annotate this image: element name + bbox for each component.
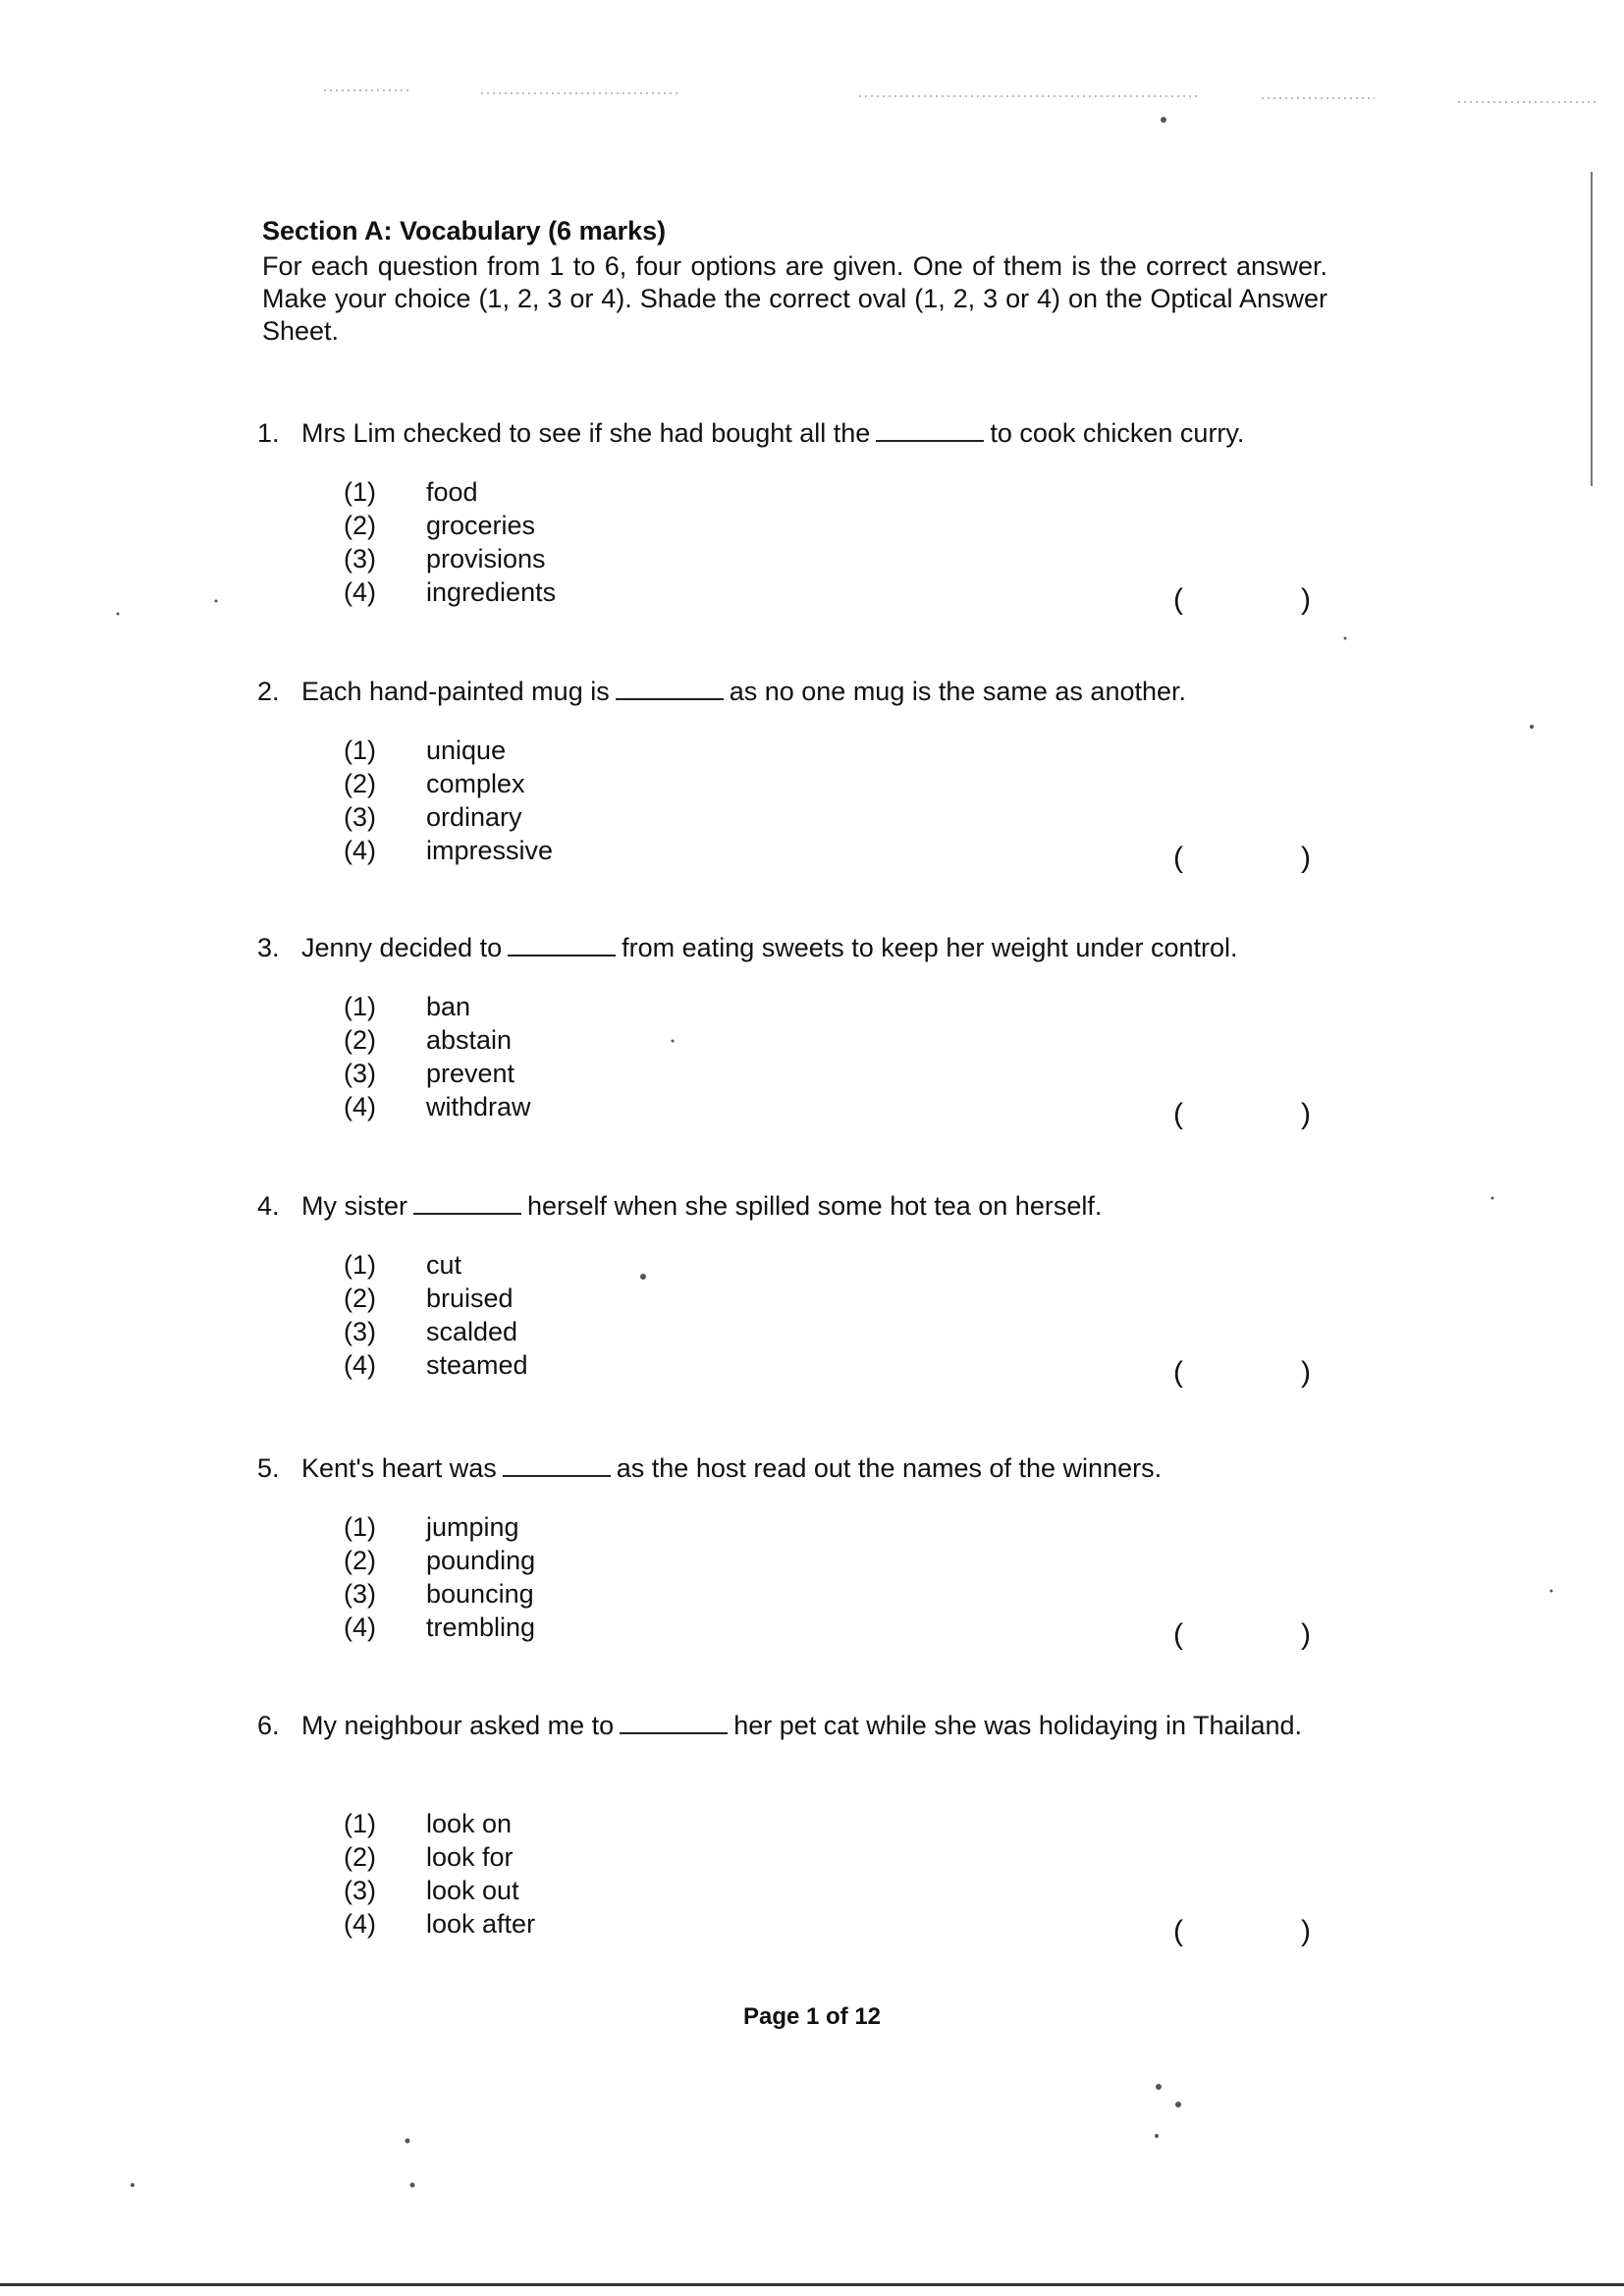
option-2 xyxy=(344,1840,535,1874)
answer-blank xyxy=(616,677,724,700)
answer-blank xyxy=(503,1453,611,1477)
option-list xyxy=(344,990,531,1123)
bracket-close: ) xyxy=(1301,1915,1311,1947)
option-4 xyxy=(344,1611,535,1644)
answer-blank xyxy=(413,1191,521,1215)
option-text: bouncing xyxy=(426,1579,534,1609)
option-text: groceries xyxy=(426,511,536,540)
bracket-close: ) xyxy=(1301,1618,1311,1651)
option-number: (3) xyxy=(344,544,376,574)
option-number: (4) xyxy=(344,1092,376,1121)
option-number: (1) xyxy=(344,736,376,765)
option-text: provisions xyxy=(426,544,546,574)
option-number: (4) xyxy=(344,1613,376,1642)
question-number: 1. xyxy=(257,418,280,448)
question-stem xyxy=(257,675,1337,708)
bracket-open: ( xyxy=(1173,842,1183,874)
option-text: look on xyxy=(426,1809,513,1838)
option-number: (3) xyxy=(344,1317,376,1346)
answer-blank xyxy=(508,933,616,957)
answer-bracket[interactable] xyxy=(1173,1098,1311,1131)
option-text: trembling xyxy=(426,1613,536,1642)
option-text: look after xyxy=(426,1909,536,1939)
question-text-after: to cook chicken curry. xyxy=(990,418,1245,448)
question-2 xyxy=(257,675,1337,874)
option-4 xyxy=(344,1348,528,1382)
option-number: (4) xyxy=(344,577,376,607)
option-3 xyxy=(344,1577,535,1611)
option-number: (4) xyxy=(344,1909,376,1939)
answer-bracket[interactable] xyxy=(1173,1356,1311,1390)
option-4 xyxy=(344,1907,535,1941)
option-number: (4) xyxy=(344,1350,376,1380)
option-number: (1) xyxy=(344,1809,376,1838)
option-text: impressive xyxy=(426,836,554,865)
bracket-close: ) xyxy=(1301,1356,1311,1389)
question-text-after: as no one mug is the same as another. xyxy=(729,677,1187,706)
option-1 xyxy=(344,990,531,1023)
option-text: ordinary xyxy=(426,802,522,832)
option-1 xyxy=(344,475,556,509)
question-number: 4. xyxy=(257,1191,280,1221)
section-heading: Section A: Vocabulary (6 marks) xyxy=(262,216,667,246)
question-text-before: Kent's heart was xyxy=(301,1453,497,1483)
question-text-after: from eating sweets to keep her weight under control. xyxy=(622,933,1238,962)
question-1 xyxy=(257,416,1337,616)
question-text xyxy=(301,1451,1337,1485)
answer-blank xyxy=(620,1711,728,1734)
section-instructions: For each question from 1 to 6, four options are given. One of them is the correct answer. Make your choice (1, 2, 3 or 4). Shade the correct oval (1, 2, 3 or 4) on the Optical Answer Sheet. xyxy=(262,251,1327,346)
option-number: (2) xyxy=(344,1546,376,1575)
question-text-before: Each hand-painted mug is xyxy=(301,677,610,706)
option-1 xyxy=(344,1807,535,1840)
question-4 xyxy=(257,1189,1337,1389)
option-4 xyxy=(344,834,553,867)
option-4 xyxy=(344,1090,531,1123)
question-stem xyxy=(257,416,1337,450)
option-text: ban xyxy=(426,992,471,1021)
bottom-edge-line xyxy=(0,2283,1624,2286)
question-text-before: Mrs Lim checked to see if she had bought all the xyxy=(301,418,871,448)
bracket-open: ( xyxy=(1173,1356,1183,1389)
option-text: prevent xyxy=(426,1059,515,1088)
question-number: 5. xyxy=(257,1453,280,1483)
question-text-before: My neighbour asked me to xyxy=(301,1711,615,1740)
option-text: complex xyxy=(426,769,525,798)
option-number: (2) xyxy=(344,1284,376,1313)
option-number: (1) xyxy=(344,992,376,1021)
option-text: jumping xyxy=(426,1512,519,1542)
bracket-open: ( xyxy=(1173,1618,1183,1651)
option-number: (1) xyxy=(344,477,376,507)
answer-blank xyxy=(876,418,984,442)
option-number: (2) xyxy=(344,769,376,798)
question-text xyxy=(301,1709,1337,1742)
answer-bracket[interactable] xyxy=(1173,1915,1311,1948)
page-number: Page 1 of 12 xyxy=(742,2003,882,2030)
option-1 xyxy=(344,1510,535,1544)
question-text-before: Jenny decided to xyxy=(301,933,503,962)
option-3 xyxy=(344,1874,535,1907)
question-text xyxy=(301,931,1337,964)
question-number: 6. xyxy=(257,1711,280,1740)
bracket-close: ) xyxy=(1301,842,1311,874)
option-list xyxy=(344,1807,535,1941)
option-text: scalded xyxy=(426,1317,518,1346)
option-number: (1) xyxy=(344,1512,376,1542)
option-list xyxy=(344,475,556,609)
option-2 xyxy=(344,509,556,542)
option-text: steamed xyxy=(426,1350,528,1380)
option-number: (3) xyxy=(344,1059,376,1088)
option-3 xyxy=(344,800,553,834)
option-number: (2) xyxy=(344,511,376,540)
option-text: pounding xyxy=(426,1546,536,1575)
bracket-open: ( xyxy=(1173,1098,1183,1130)
option-number: (2) xyxy=(344,1842,376,1872)
question-stem xyxy=(257,1709,1337,1742)
question-text-after: as the host read out the names of the winners. xyxy=(616,1453,1163,1483)
option-2 xyxy=(344,1544,535,1577)
question-text-after: herself when she spilled some hot tea on herself. xyxy=(527,1191,1103,1221)
option-number: (3) xyxy=(344,802,376,832)
option-text: look for xyxy=(426,1842,514,1872)
bracket-open: ( xyxy=(1173,583,1183,616)
option-number: (1) xyxy=(344,1250,376,1280)
question-text-before: My sister xyxy=(301,1191,407,1221)
option-2 xyxy=(344,767,553,800)
option-text: cut xyxy=(426,1250,462,1280)
answer-bracket[interactable] xyxy=(1173,1618,1311,1652)
option-number: (3) xyxy=(344,1579,376,1609)
answer-bracket[interactable] xyxy=(1173,583,1311,617)
option-1 xyxy=(344,734,553,767)
question-stem xyxy=(257,931,1337,964)
question-stem xyxy=(257,1451,1337,1485)
question-text xyxy=(301,416,1337,450)
option-text: withdraw xyxy=(426,1092,531,1121)
bracket-close: ) xyxy=(1301,1098,1311,1130)
option-text: food xyxy=(426,477,478,507)
answer-bracket[interactable] xyxy=(1173,842,1311,875)
bracket-close: ) xyxy=(1301,583,1311,616)
option-4 xyxy=(344,575,556,609)
option-list xyxy=(344,1510,535,1644)
scan-edge-line xyxy=(1591,172,1593,486)
option-2 xyxy=(344,1282,528,1315)
option-text: unique xyxy=(426,736,507,765)
bracket-open: ( xyxy=(1173,1915,1183,1947)
option-3 xyxy=(344,542,556,575)
option-number: (2) xyxy=(344,1025,376,1055)
question-text-after: her pet cat while she was holidaying in Thailand. xyxy=(733,1711,1303,1740)
question-3 xyxy=(257,931,1337,1130)
option-number: (3) xyxy=(344,1876,376,1905)
option-3 xyxy=(344,1315,528,1348)
option-text: bruised xyxy=(426,1284,514,1313)
question-5 xyxy=(257,1451,1337,1651)
option-2 xyxy=(344,1023,531,1057)
question-text xyxy=(301,1189,1337,1223)
option-list xyxy=(344,1248,528,1382)
question-text xyxy=(301,675,1337,708)
option-text: look out xyxy=(426,1876,519,1905)
question-number: 3. xyxy=(257,933,280,962)
question-number: 2. xyxy=(257,677,280,706)
option-text: ingredients xyxy=(426,577,557,607)
option-3 xyxy=(344,1057,531,1090)
question-stem xyxy=(257,1189,1337,1223)
option-text: abstain xyxy=(426,1025,513,1055)
option-number: (4) xyxy=(344,836,376,865)
option-1 xyxy=(344,1248,528,1282)
option-list xyxy=(344,734,553,867)
question-6 xyxy=(257,1709,1337,1947)
